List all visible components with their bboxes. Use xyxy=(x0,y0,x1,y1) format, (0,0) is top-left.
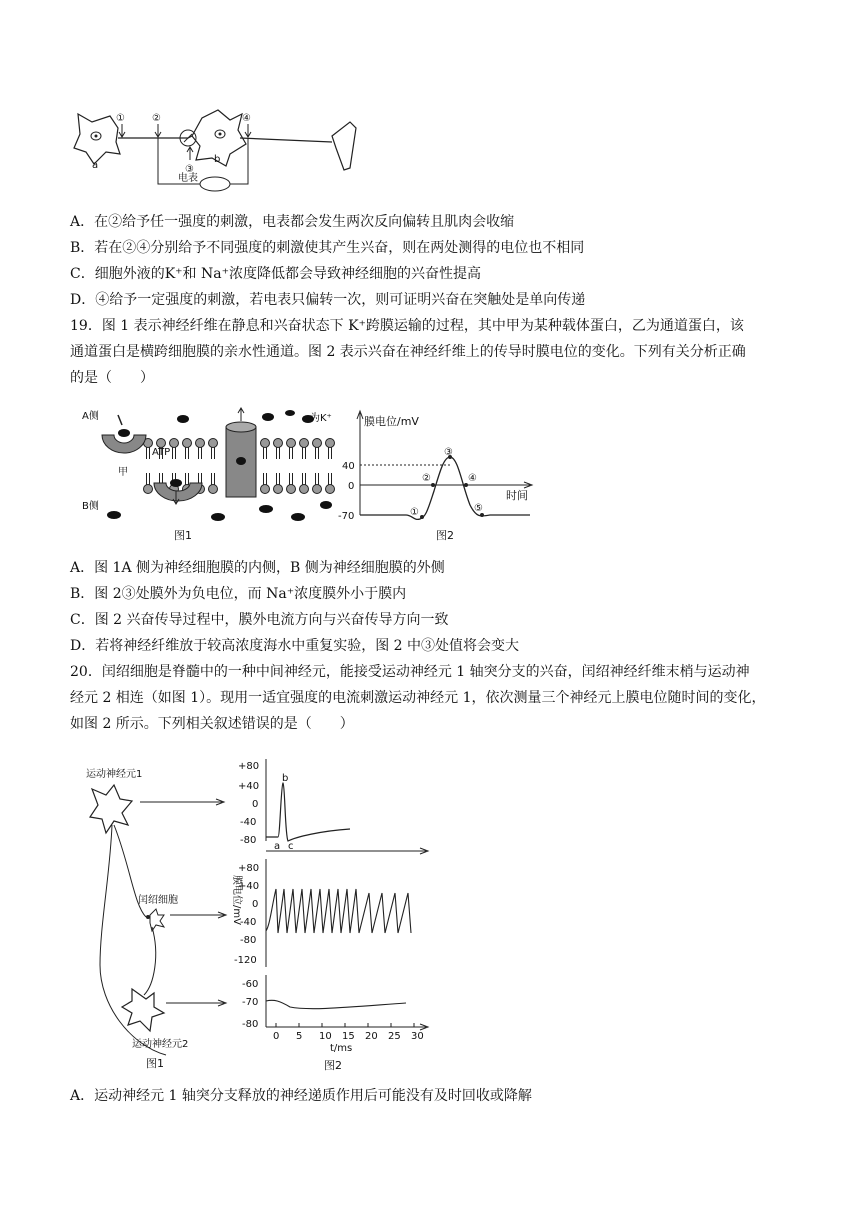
x-axis-label: t/ms xyxy=(330,1043,353,1054)
lipid-tail xyxy=(173,447,176,459)
q20-stem-line-3: 如图 2 所示。下列相关叙述错误的是（ ） xyxy=(70,716,354,732)
p2-tick-neg80: -80 xyxy=(240,935,257,946)
side-b-label: B侧 xyxy=(82,501,99,512)
renshaw-label: 闰绍细胞 xyxy=(138,895,178,906)
lipid-head xyxy=(261,485,270,494)
ytick-neg70: -70 xyxy=(338,511,355,522)
neuron2-trace xyxy=(266,1000,406,1008)
y-axis-label: 膜电位/mV xyxy=(364,415,419,428)
p3-tick-neg60: -60 xyxy=(242,979,259,990)
lipid-tail xyxy=(147,447,150,459)
lipid-head xyxy=(196,439,205,448)
q18-option-b: B．若在②④分别给予不同强度的刺激使其产生兴奋，则在两处测得的电位也不相同 xyxy=(70,240,585,256)
point-4: ④ xyxy=(242,113,251,124)
q19-option-c: C．图 2 兴奋传导过程中，膜外电流方向与兴奋传导方向一致 xyxy=(70,612,449,628)
meter-icon xyxy=(200,177,230,191)
fig1-caption: 图1 xyxy=(174,529,192,542)
q18-option-c: C．细胞外液的K⁺和 Na⁺浓度降低都会导致神经细胞的兴奋性提高 xyxy=(70,266,481,282)
y-axis-label: 膜电位/mV xyxy=(231,875,242,925)
x-tick-label: 25 xyxy=(388,1031,401,1042)
q18-option-d: D．④给予一定强度的刺激，若电表只偏转一次，则可证明兴奋在突触处是单向传递 xyxy=(70,292,586,308)
p1-tick-40: +40 xyxy=(238,781,260,792)
fig1-caption: 图1 xyxy=(146,1057,164,1070)
fig2-caption: 图2 xyxy=(324,1059,342,1072)
lipid-head xyxy=(300,485,309,494)
q19-membrane-figure xyxy=(78,405,348,545)
lipid-head xyxy=(274,485,283,494)
mark-b: b xyxy=(282,773,289,784)
p3-tick-neg80: -80 xyxy=(242,1019,259,1030)
q18-neuron-circuit-figure xyxy=(70,108,360,196)
side-a-label: A侧 xyxy=(82,411,99,422)
point-3-label: ③ xyxy=(444,447,453,458)
muscle-icon xyxy=(332,122,356,170)
q19-potential-chart xyxy=(330,405,550,545)
p2-tick-80: +80 xyxy=(238,863,260,874)
p1-tick-neg40: -40 xyxy=(240,817,257,828)
lipid-tail xyxy=(290,473,293,485)
lipid-head xyxy=(261,439,270,448)
fig2-caption: 图2 xyxy=(436,529,454,542)
q19-stem-line-1: 19．图 1 表示神经纤维在静息和兴奋状态下 K⁺跨膜运输的过程，其中甲为某种载体蛋白，乙为通道蛋白，该 xyxy=(70,318,744,334)
neuron2-label: 运动神经元2 xyxy=(132,1039,189,1050)
lipid-tail xyxy=(303,447,306,459)
neuron2-body xyxy=(122,989,164,1031)
lipid-head xyxy=(287,485,296,494)
label-a: a xyxy=(92,160,99,171)
p1-tick-neg80: -80 xyxy=(240,835,257,846)
lipid-tail xyxy=(316,447,319,459)
lipid-tail xyxy=(264,447,267,459)
lipid-head xyxy=(183,439,192,448)
ytick-0: 0 xyxy=(348,481,355,492)
point-2-label: ② xyxy=(422,473,431,484)
lipid-tail xyxy=(264,473,267,485)
p2-tick-neg40: -40 xyxy=(240,917,257,928)
lipid-tail xyxy=(147,473,150,485)
meter-label: 电表 xyxy=(178,173,198,184)
p3-tick-neg70: -70 xyxy=(242,997,259,1008)
label-b: b xyxy=(214,154,221,165)
lipid-tail xyxy=(303,473,306,485)
lipid-tail xyxy=(290,447,293,459)
point-1-label: ① xyxy=(410,507,419,518)
neuron-a-body xyxy=(74,114,120,164)
point-4-label: ④ xyxy=(468,473,477,484)
lipid-head xyxy=(209,485,218,494)
x-tick-label: 5 xyxy=(296,1031,303,1042)
lipid-head xyxy=(313,439,322,448)
lipid-tail xyxy=(316,473,319,485)
lipid-tail xyxy=(212,447,215,459)
q19-option-b: B．图 2③处膜外为负电位，而 Na⁺浓度膜外小于膜内 xyxy=(70,586,407,602)
q18-option-a: A．在②给予任一强度的刺激，电表都会发生两次反向偏转且肌肉会收缩 xyxy=(70,214,515,230)
potential-curve xyxy=(360,457,530,519)
carrier-protein-jia-upper xyxy=(102,435,146,453)
lipid-head xyxy=(274,439,283,448)
p2-tick-0: 0 xyxy=(252,899,259,910)
lipid-head xyxy=(300,439,309,448)
lipid-head xyxy=(170,439,179,448)
x-tick-label: 10 xyxy=(319,1031,332,1042)
x-tick-label: 20 xyxy=(365,1031,378,1042)
q19-option-d: D．若将神经纤维放于较高浓度海水中重复实验，图 2 中③处值将会变大 xyxy=(70,638,520,654)
point-2: ② xyxy=(152,113,161,124)
lipid-tail xyxy=(186,447,189,459)
atp-label: ATP xyxy=(152,447,171,458)
lipid-tail xyxy=(199,447,202,459)
x-tick-label: 15 xyxy=(342,1031,355,1042)
q20-stem-line-2: 经元 2 相连（如图 1）。现用一适宜强度的电流刺激运动神经元 1，依次测量三个神经元上膜电位随时间的变化， xyxy=(70,690,766,706)
q19-stem-line-2: 通道蛋白是横跨细胞膜的亲水性通道。图 2 表示兴奋在神经纤维上的传导时膜电位的变化。下列有关分析正确 xyxy=(70,344,746,360)
lipid-tail xyxy=(186,473,189,485)
renshaw-trace xyxy=(266,889,411,933)
lipid-tail xyxy=(277,473,280,485)
x-tick-label: 30 xyxy=(411,1031,424,1042)
lipid-tail xyxy=(277,447,280,459)
x-tick-label: 0 xyxy=(273,1031,280,1042)
p2-tick-neg120: -120 xyxy=(234,955,257,966)
q20-stem-line-1: 20．闰绍细胞是脊髓中的一种中间神经元，能接受运动神经元 1 轴突分支的兴奋，闰绍神经纤维末梢与运动神 xyxy=(70,664,750,680)
q20-potential-traces xyxy=(230,755,440,1075)
lipid-tail xyxy=(212,473,215,485)
point-3: ③ xyxy=(185,164,194,175)
point-5-label: ⑤ xyxy=(474,503,483,514)
x-axis-label: 时间 xyxy=(506,489,528,502)
mark-a: a xyxy=(274,841,281,852)
lipid-head xyxy=(209,439,218,448)
time-axis-ticks xyxy=(273,1023,424,1042)
q19-stem-line-3: 的是（ ） xyxy=(70,370,154,386)
neuron1-trace xyxy=(266,783,350,841)
mark-c: c xyxy=(288,841,294,852)
p1-tick-80: +80 xyxy=(238,761,260,772)
q20-option-a: A．运动神经元 1 轴突分支释放的神经递质作用后可能没有及时回收或降解 xyxy=(70,1088,532,1104)
q20-neuron-figure xyxy=(70,755,250,1075)
point-1: ① xyxy=(116,113,125,124)
lipid-head xyxy=(313,485,322,494)
ytick-40: 40 xyxy=(342,461,355,472)
p2-tick-40: +40 xyxy=(238,881,260,892)
neuron1-label: 运动神经元1 xyxy=(86,769,143,780)
neuron1-body xyxy=(90,785,132,833)
q19-option-a: A．图 1A 侧为神经细胞膜的内侧，B 侧为神经细胞膜的外侧 xyxy=(70,560,445,576)
p1-tick-0: 0 xyxy=(252,799,259,810)
k-ion-legend: 为K⁺ xyxy=(310,413,332,424)
lipid-head xyxy=(144,485,153,494)
lipid-head xyxy=(287,439,296,448)
jia-label: 甲 xyxy=(118,467,128,478)
